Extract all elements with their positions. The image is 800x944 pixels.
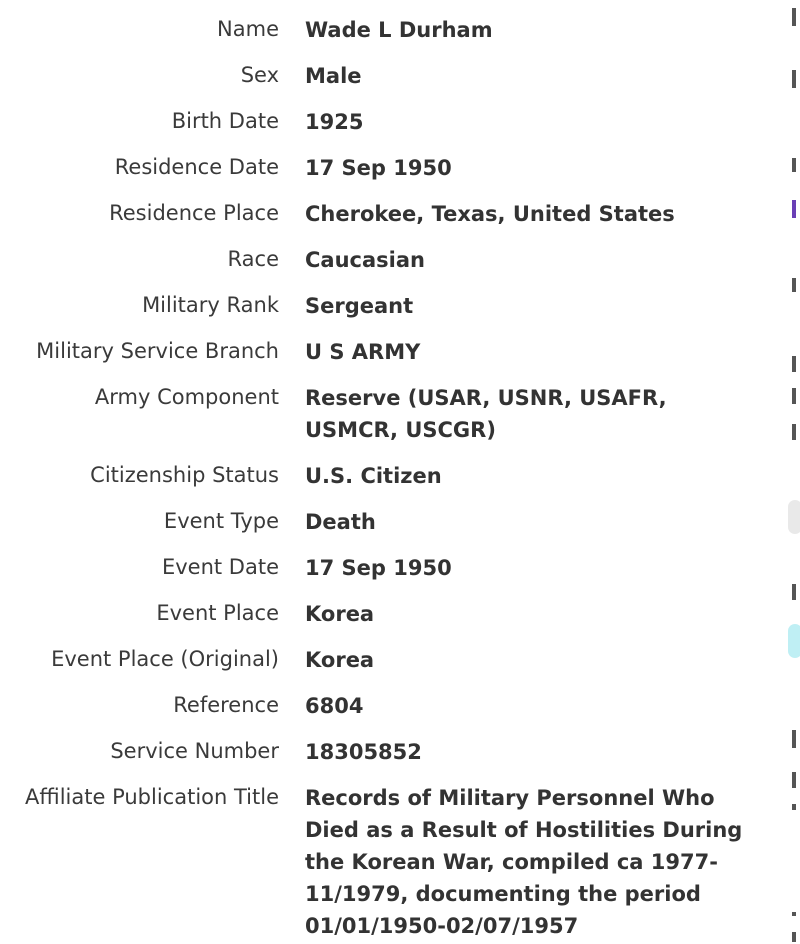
field-value: 17 Sep 1950 xyxy=(305,156,452,180)
clipped-text-fragment xyxy=(792,70,796,88)
field-value: Sergeant xyxy=(305,294,414,318)
record-row-event-date xyxy=(0,552,790,584)
clipped-text-fragment xyxy=(792,158,796,172)
record-row-birth-date xyxy=(0,106,790,138)
clipped-text-fragment xyxy=(792,424,796,440)
record-row-event-place xyxy=(0,598,790,630)
field-label: Event Place (Original) xyxy=(51,647,279,671)
record-row-military-service-branch xyxy=(0,336,790,368)
field-value: U.S. Citizen xyxy=(305,464,442,488)
clipped-link-fragment[interactable] xyxy=(792,200,796,218)
record-row-military-rank xyxy=(0,290,790,322)
field-value: 18305852 xyxy=(305,740,422,764)
clipped-side-column xyxy=(792,0,800,944)
record-row-sex xyxy=(0,60,790,92)
field-label: Army Component xyxy=(94,385,279,409)
field-value: Cherokee, Texas, United States xyxy=(305,202,675,226)
clipped-text-fragment xyxy=(792,912,796,916)
record-details-table xyxy=(0,14,790,944)
clipped-text-fragment xyxy=(792,730,796,748)
record-row-service-number xyxy=(0,736,790,768)
field-label: Residence Place xyxy=(109,201,279,225)
clipped-button-fragment[interactable] xyxy=(788,624,800,658)
field-value: U S ARMY xyxy=(305,340,421,364)
field-value: Death xyxy=(305,510,376,534)
field-label: Affiliate Publication Title xyxy=(25,785,279,809)
field-value: Korea xyxy=(305,648,375,672)
field-label: Citizenship Status xyxy=(90,463,279,487)
clipped-text-fragment xyxy=(792,388,796,404)
field-value: 17 Sep 1950 xyxy=(305,556,452,580)
field-value: Korea xyxy=(305,602,375,626)
record-row-name xyxy=(0,14,790,46)
record-row-affiliate-publication-title xyxy=(0,782,790,942)
field-label: Military Service Branch xyxy=(36,339,279,363)
record-row-race xyxy=(0,244,790,276)
field-label: Military Rank xyxy=(142,293,279,317)
field-value: 1925 xyxy=(305,110,364,134)
field-label: Race xyxy=(227,247,279,271)
field-label: Birth Date xyxy=(171,109,279,133)
record-row-reference xyxy=(0,690,790,722)
field-value: 6804 xyxy=(305,694,364,718)
field-value: Records of Military Personnel Who Died as a Result of Hostilities During the Korean War, compiled ca 1977-11/1979, documenting the period 01/01/1950-02/07/1957 xyxy=(305,786,743,938)
field-label: Event Date xyxy=(161,555,279,579)
clipped-text-fragment xyxy=(792,804,796,810)
clipped-text-fragment xyxy=(792,278,796,292)
field-label: Reference xyxy=(173,693,279,717)
record-row-residence-date xyxy=(0,152,790,184)
record-row-event-place-original xyxy=(0,644,790,676)
field-label: Event Type xyxy=(163,509,279,533)
field-value: Reserve (USAR, USNR, USAFR, USMCR, USCGR) xyxy=(305,386,667,442)
clipped-text-fragment xyxy=(792,932,796,942)
clipped-text-fragment xyxy=(792,356,796,372)
field-value: Caucasian xyxy=(305,248,425,272)
field-value: Wade L Durham xyxy=(305,18,493,42)
record-row-event-type xyxy=(0,506,790,538)
record-row-citizenship-status xyxy=(0,460,790,492)
clipped-text-fragment xyxy=(792,8,796,26)
clipped-button-fragment[interactable] xyxy=(788,500,800,534)
clipped-text-fragment xyxy=(792,772,796,788)
field-label: Residence Date xyxy=(114,155,279,179)
field-label: Service Number xyxy=(110,739,279,763)
field-label: Name xyxy=(217,17,279,41)
field-value: Male xyxy=(305,64,362,88)
clipped-text-fragment xyxy=(792,584,796,600)
record-row-residence-place xyxy=(0,198,790,230)
record-row-army-component xyxy=(0,382,790,446)
field-label: Event Place xyxy=(156,601,279,625)
field-label: Sex xyxy=(240,63,279,87)
